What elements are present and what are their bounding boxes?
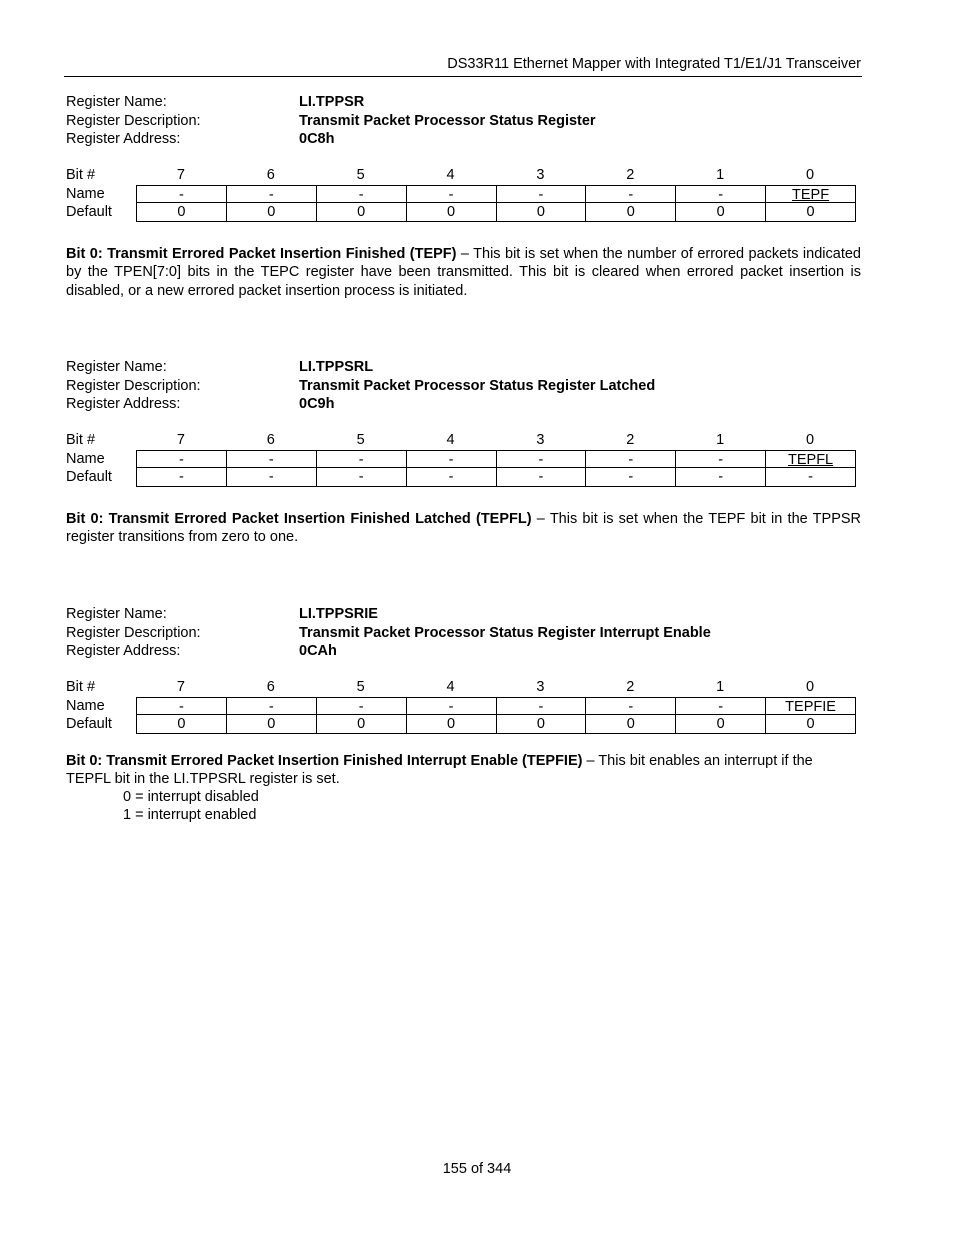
bit-name-cell: -	[137, 451, 227, 469]
bit-default-cell: 0	[766, 715, 856, 734]
bit-default-label: Default	[66, 469, 112, 485]
register-name-label: Register Name:	[66, 606, 167, 622]
option-interrupt-enabled: 1 = interrupt enabled	[123, 807, 257, 823]
bit-default-cell: 0	[766, 203, 856, 222]
register-info-tppsrl	[66, 358, 861, 414]
bit-name-cell: -	[676, 186, 766, 204]
document-header-title: DS33R11 Ethernet Mapper with Integrated T1/E1/J1 Transceiver	[447, 56, 861, 72]
bit-default-cell: -	[766, 468, 856, 487]
bit-description-tepfie	[66, 752, 861, 789]
bit-number: 1	[716, 432, 725, 448]
register-address-label: Register Address:	[66, 131, 181, 147]
register-address-label: Register Address:	[66, 396, 181, 412]
bit-default-cell: 0	[407, 203, 497, 222]
bit-name-cell: -	[497, 451, 587, 469]
bit-description-tepf	[66, 245, 861, 300]
bit-name-cell: -	[407, 451, 497, 469]
register-info-tppsrie	[66, 605, 861, 661]
bit-default-cell: 0	[676, 203, 766, 222]
bit-default-cell: 0	[676, 715, 766, 734]
bit-table-tppsrl	[66, 431, 855, 487]
bit-number: 7	[176, 432, 185, 448]
register-description-value: Transmit Packet Processor Status Register Latched	[299, 377, 656, 394]
register-description-label: Register Description:	[66, 112, 201, 129]
bit-name-cell: TEPFL	[766, 451, 856, 469]
bit-number: 5	[356, 432, 365, 448]
bit-name-cell: -	[407, 698, 497, 716]
bit-number: 6	[266, 432, 275, 448]
bit-name-cell: -	[676, 451, 766, 469]
bit-description-tepfl	[66, 510, 861, 547]
bit-number: 6	[266, 167, 275, 183]
register-description-value: Transmit Packet Processor Status Register Interrupt Enable	[299, 624, 711, 641]
register-name-value: LI.TPPSR	[299, 94, 365, 110]
register-address-value: 0CAh	[299, 643, 337, 659]
register-name-label: Register Name:	[66, 359, 167, 375]
bit-number: 5	[356, 167, 365, 183]
bit-number: 0	[806, 679, 815, 695]
bit-default-cell: 0	[137, 203, 227, 222]
register-info-tppsr	[66, 93, 861, 149]
bit-default-cell: 0	[497, 715, 587, 734]
bit-description-text: – This bit enables an interrupt if the TEPFL bit in the LI.TPPSRL register is set.	[66, 753, 813, 788]
bit-number-label: Bit #	[66, 679, 96, 695]
bit-default-cell: 0	[317, 203, 407, 222]
bit-default-cell: 0	[586, 203, 676, 222]
header-divider	[64, 76, 862, 77]
bit-name-cell: -	[586, 451, 676, 469]
bit-default-cell: 0	[317, 715, 407, 734]
bit-default-cell: -	[137, 468, 227, 487]
bit-number: 5	[356, 679, 365, 695]
bit-description-title: Bit 0: Transmit Errored Packet Insertion Finished Interrupt Enable (TEPFIE)	[66, 753, 583, 769]
bit-description-title: Bit 0: Transmit Errored Packet Insertion Finished Latched (TEPFL)	[66, 511, 532, 527]
bit-name-cell: -	[676, 698, 766, 716]
bit-default-label: Default	[66, 204, 112, 220]
bit-name-cell: -	[586, 698, 676, 716]
bit-table-tppsr	[66, 166, 855, 222]
bit-number: 4	[446, 167, 455, 183]
bit-default-cell: -	[317, 468, 407, 487]
bit-name-cell: -	[227, 698, 317, 716]
bit-number: 7	[176, 679, 185, 695]
register-address-value: 0C9h	[299, 396, 335, 412]
bit-name-cell: TEPFIE	[766, 698, 856, 716]
bit-number: 2	[626, 167, 635, 183]
bit-number: 7	[176, 167, 185, 183]
bit-name-cell: -	[317, 186, 407, 204]
bit-description-text: – This bit is set when the TEPF bit in the TPPSR register transitions from zero to one.	[66, 511, 862, 546]
bit-default-cell: 0	[586, 715, 676, 734]
bit-number: 3	[536, 679, 545, 695]
register-name-label: Register Name:	[66, 94, 167, 110]
bit-number-label: Bit #	[66, 167, 96, 183]
bit-number: 3	[536, 432, 545, 448]
bit-default-cell: -	[497, 468, 587, 487]
bit-number: 2	[626, 432, 635, 448]
register-name-value: LI.TPPSRL	[299, 359, 374, 375]
bit-default-cell: 0	[497, 203, 587, 222]
bit-number: 6	[266, 679, 275, 695]
bit-description-text: – This bit is set when the number of errored packets indicated by the TPEN[7:0] bits in the TEPC register have been transmitted. This bit is cleared when errored packet insertion is disabled, or a new errored packet insertion process is initiated.	[66, 246, 861, 299]
bit-default-cell: 0	[227, 715, 317, 734]
bit-default-label: Default	[66, 716, 112, 732]
bit-number: 1	[716, 167, 725, 183]
bit-name-cell: -	[317, 698, 407, 716]
bit-name-cell: TEPF	[766, 186, 856, 204]
bit-default-cell: -	[407, 468, 497, 487]
bit-name-cell: -	[497, 698, 587, 716]
register-address-label: Register Address:	[66, 643, 181, 659]
register-name-value: LI.TPPSRIE	[299, 606, 378, 622]
register-address-value: 0C8h	[299, 131, 335, 147]
register-description-label: Register Description:	[66, 624, 201, 641]
bit-number: 1	[716, 679, 725, 695]
bit-default-cell: -	[227, 468, 317, 487]
bit-name-cell: -	[497, 186, 587, 204]
bit-name-cell: -	[317, 451, 407, 469]
bit-number: 4	[446, 679, 455, 695]
bit-number: 4	[446, 432, 455, 448]
bit-name-cell: -	[586, 186, 676, 204]
bit-name-cell: -	[137, 698, 227, 716]
bit-name-label: Name	[66, 450, 105, 467]
bit-default-cell: -	[676, 468, 766, 487]
bit-name-cell: -	[227, 451, 317, 469]
bit-name-cell: -	[407, 186, 497, 204]
register-description-value: Transmit Packet Processor Status Register	[299, 112, 596, 129]
bit-number: 2	[626, 679, 635, 695]
bit-default-cell: -	[586, 468, 676, 487]
bit-default-cell: 0	[227, 203, 317, 222]
bit-default-cell: 0	[407, 715, 497, 734]
page-number: 155 of 344	[442, 1161, 512, 1177]
bit-name-label: Name	[66, 185, 105, 202]
bit-number: 0	[806, 167, 815, 183]
bit-description-title: Bit 0: Transmit Errored Packet Insertion Finished (TEPF)	[66, 246, 457, 262]
option-interrupt-disabled: 0 = interrupt disabled	[123, 789, 259, 805]
register-description-label: Register Description:	[66, 377, 201, 394]
bit-name-cell: -	[137, 186, 227, 204]
bit-default-cell: 0	[137, 715, 227, 734]
bit-name-cell: -	[227, 186, 317, 204]
bit-name-label: Name	[66, 697, 105, 714]
bit-number: 3	[536, 167, 545, 183]
bit-number-label: Bit #	[66, 432, 96, 448]
bit-number: 0	[806, 432, 815, 448]
bit-table-tppsrie	[66, 678, 855, 734]
